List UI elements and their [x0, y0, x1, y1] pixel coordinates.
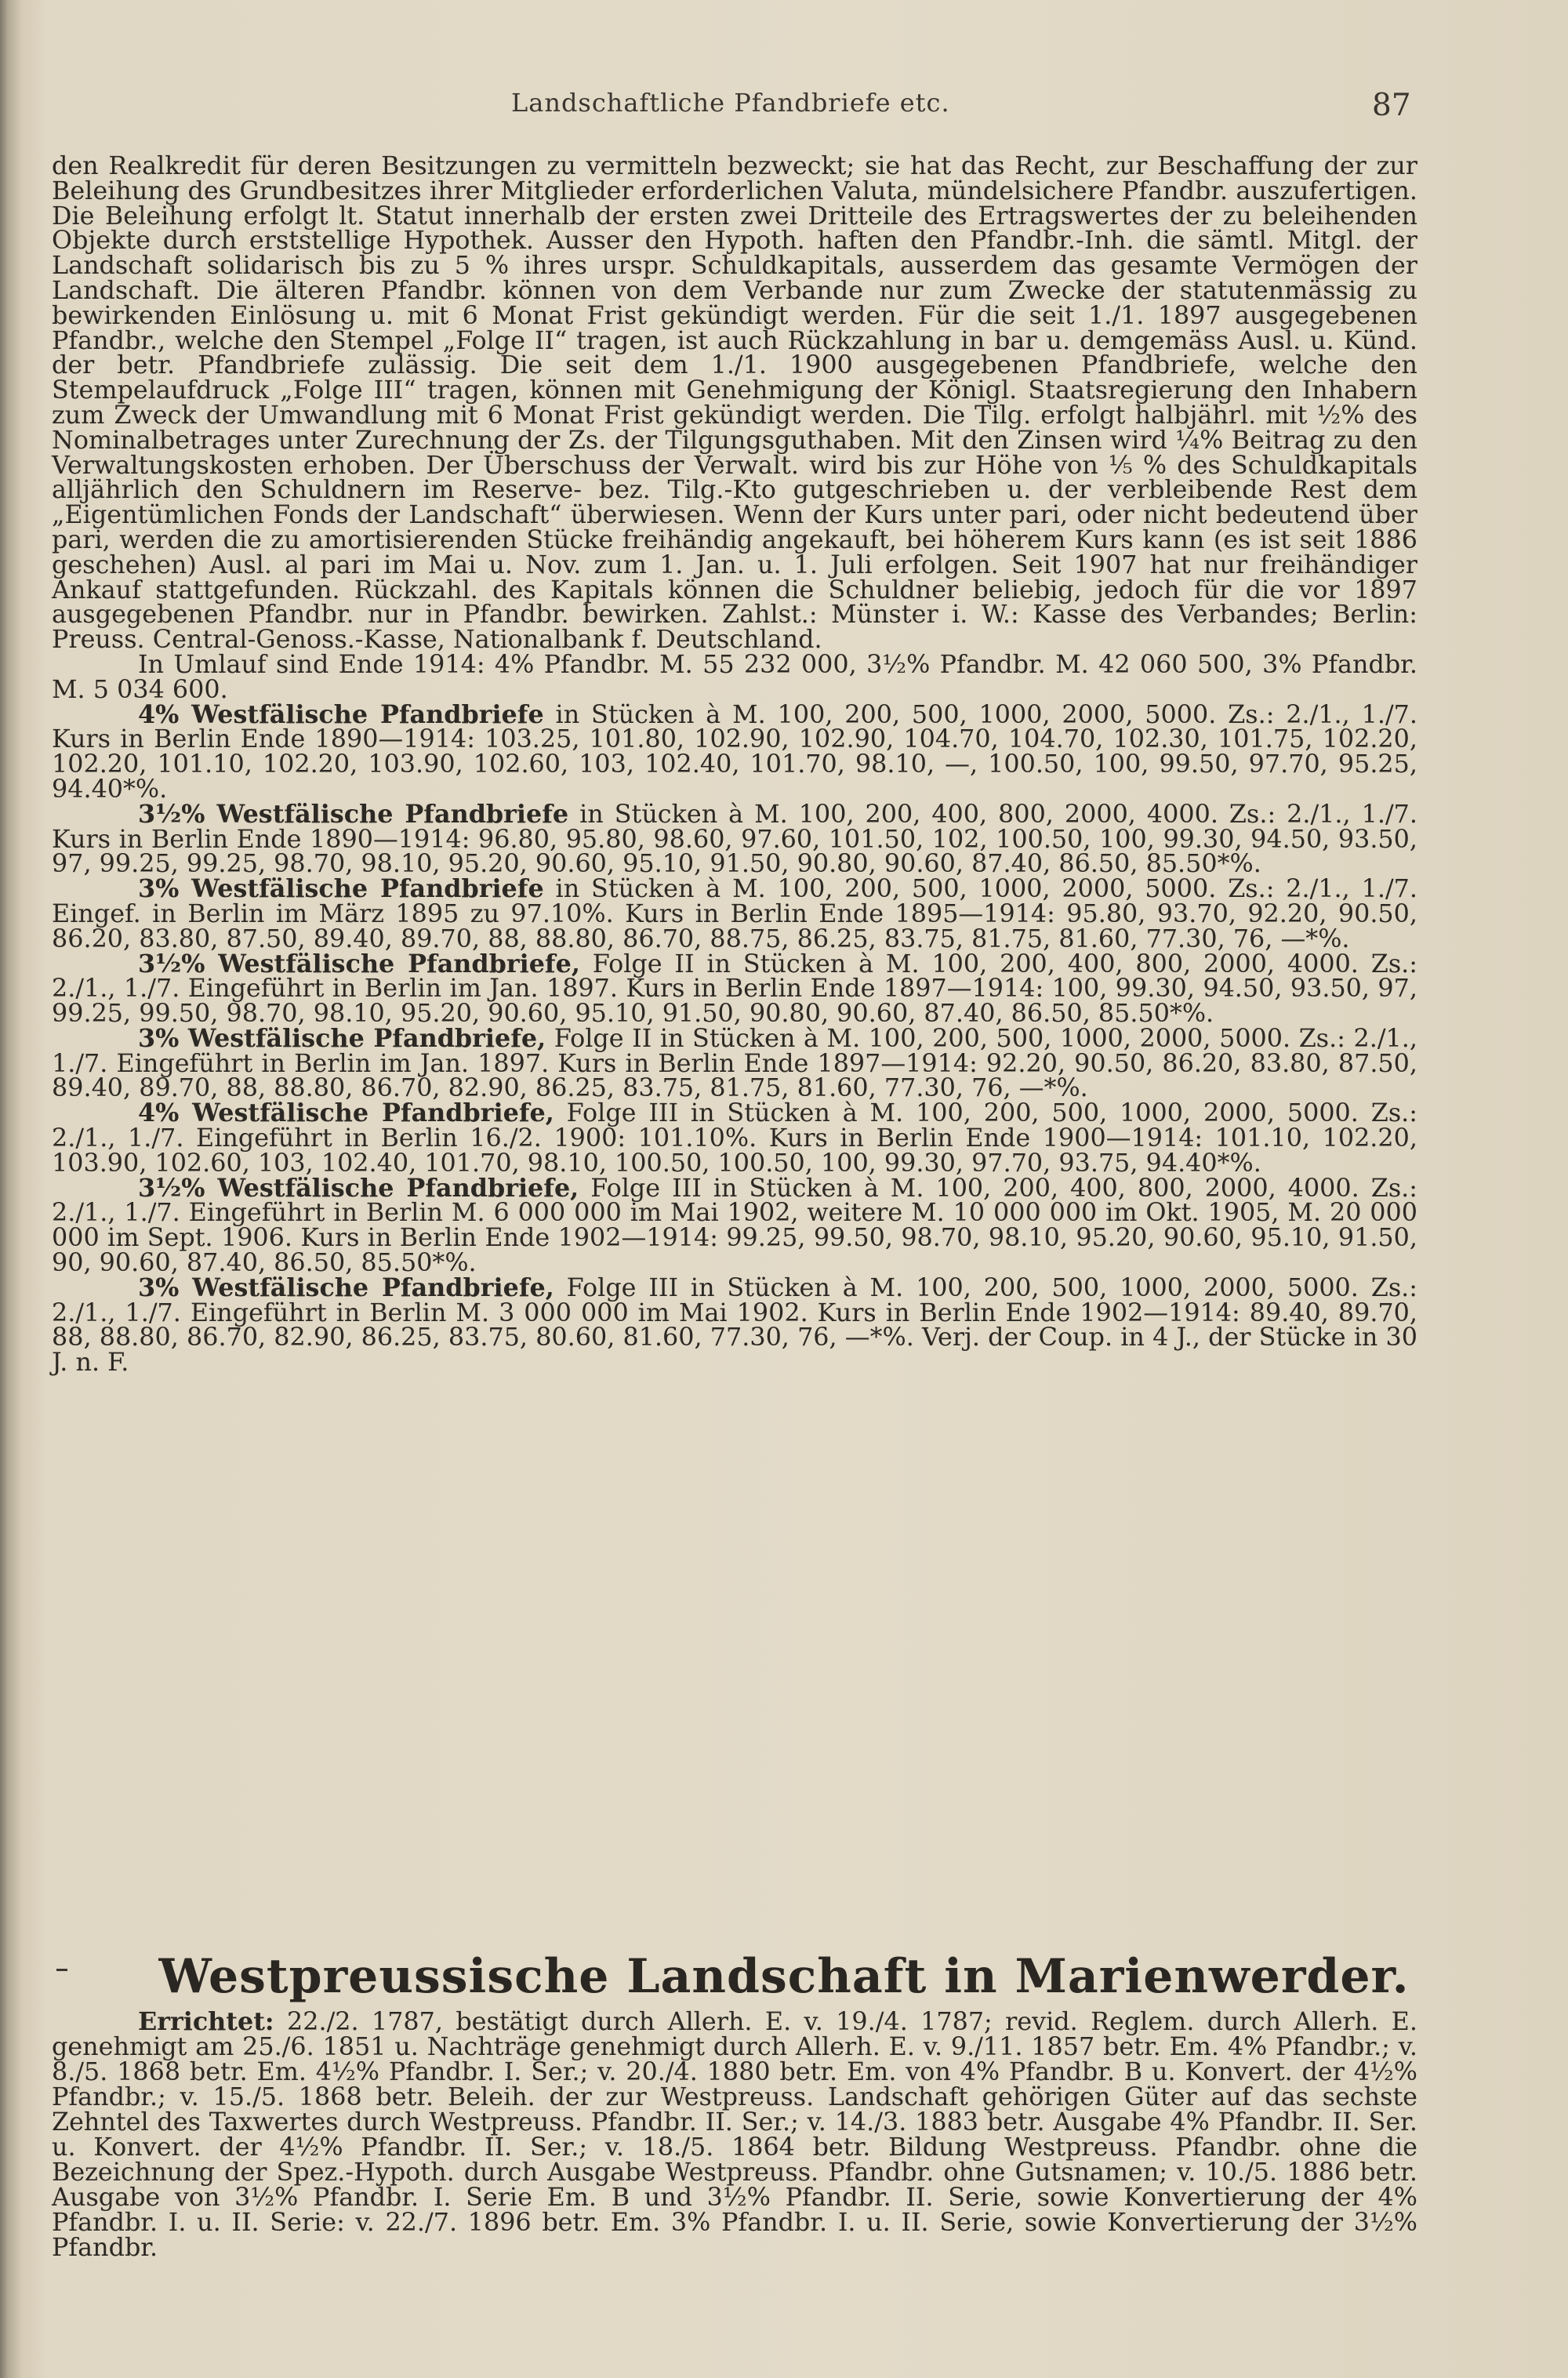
running-header — [0, 88, 1568, 127]
series-entry — [52, 1173, 1417, 1278]
series-title: 3% Westfälische Pfandbriefe, — [138, 1273, 554, 1302]
series-entry — [52, 699, 1417, 804]
series-text: Folge III in Stücken à M. 100, 200, 400, 800, 2000, 4000. Zs.: 2./1., 1./7. Eingeführt in Berlin M. 6 000 000 im Mai 1902, weitere M. 10 000 000 im Okt. 1905, M. 20 000 000 im Sept. 1906. Kurs in Berlin Ende 1902—1914: 99.25, 99.50, 98.70, 98.10, 95.20, 90.60, 95.10, 91.50, 90, 90.60, 87.40, 86.50, 85.50*%. — [52, 1173, 1417, 1278]
series-entry — [52, 1098, 1417, 1178]
series-title: 3% Westfälische Pfandbriefe, — [138, 1023, 546, 1053]
section-paragraph — [52, 2007, 1417, 2262]
series-title: 4% Westfälische Pfandbriefe — [138, 699, 544, 729]
series-text: Folge III in Stücken à M. 100, 200, 500, 1000, 2000, 5000. Zs.: 2./1., 1./7. Eingeführt in Berlin 16./2. 1900: 101.10%. Kurs in Berlin Ende 1900—1914: 101.10, 102.20, 103.90, 102.60, 103, 102.40, 101.70, 98.10, 100.50, 100.50, 100, 99.30, 97.70, 93.75, 94.40*%. — [52, 1098, 1417, 1178]
series-text: Folge II in Stücken à M. 100, 200, 400, 800, 2000, 4000. Zs.: 2./1., 1./7. Eingeführt in Berlin im Jan. 1897. Kurs in Berlin Ende 1897—1914: 100, 99.30, 94.50, 93.50, 97, 99.25, 99.50, 98.70, 98.10, 95.20, 90.60, 95.10, 91.50, 90.80, 90.60, 87.40, 86.50, 85.50*%. — [52, 949, 1417, 1029]
series-title: 4% Westfälische Pfandbriefe, — [138, 1098, 554, 1128]
series-entry — [52, 799, 1418, 879]
section-lead: Errichtet: — [138, 2007, 274, 2036]
series-entry — [52, 1273, 1417, 1378]
umlauf-paragraph: In Umlauf sind Ende 1914: 4% Pfandbr. M. 55 232 000, 3½% Pfandbr. M. 42 060 500, 3% Pfandbr. M. 5 034 600. — [52, 649, 1417, 704]
series-title: 3% Westfälische Pfandbriefe — [138, 874, 544, 904]
series-text: in Stücken à M. 100, 200, 400, 800, 2000, 4000. Zs.: 2./1., 1./7. Kurs in Berlin Ende 1890—1914: 96.80, 95.80, 98.60, 97.60, 101.50, 102, 100.50, 100, 99.30, 94.50, 93.50, 97, 99.25, 99.25, 98.70, 98.10, 95.20, 90.60, 95.10, 91.50, 90.80, 90.60, 87.40, 86.50, 85.50*%. — [52, 799, 1418, 879]
series-entry — [52, 949, 1417, 1029]
series-text: in Stücken à M. 100, 200, 500, 1000, 2000, 5000. Zs.: 2./1., 1./7. Kurs in Berlin Ende 1890—1914: 103.25, 101.80, 102.90, 102.90, 104.70, 104.70, 102.30, 101.75, 102.20, 102.20, 101.10, 102.20, 103.90, 102.60, 103, 102.40, 101.70, 98.10, —, 100.50, 100, 99.50, 97.70, 95.25, 94.40*%. — [52, 699, 1417, 804]
series-entry — [52, 874, 1417, 953]
series-title: 3½% Westfälische Pfandbriefe, — [138, 949, 580, 978]
series-text: Folge III in Stücken à M. 100, 200, 500, 1000, 2000, 5000. Zs.: 2./1., 1./7. Eingeführt in Berlin M. 3 000 000 im Mai 1902. Kurs in Berlin Ende 1902—1914: 89.40, 89.70, 88, 88.80, 86.70, 82.90, 86.25, 83.75, 80.60, 81.60, 77.30, 76, —*%. Verj. der Coup. in 4 J., der Stücke in 30 J. n. F. — [52, 1273, 1417, 1378]
running-title: Landschaftliche Pfandbriefe etc. — [511, 88, 950, 118]
section-text — [52, 2007, 1417, 2262]
main-text — [52, 151, 1418, 1378]
section-paragraph-text: 22./2. 1787, bestätigt durch Allerh. E. v. 19./4. 1787; revid. Reglem. durch Allerh. E. genehmigt am 25./6. 1851 u. Nachträge genehmigt durch Allerh. E. v. 9./11. 1857 betr. Em. 4% Pfandbr.; v. 8./5. 1868 betr. Em. 4½% Pfandbr. I. Ser.; v. 20./4. 1880 betr. Em. von 4% Pfandbr. B u. Konvert. der 4½% Pfandbr.; v. 15./5. 1868 betr. Beleih. der zur Westpreuss. Landschaft gehörigen Güter auf das sechste Zehntel des Taxwertes durch Westpreuss. Pfandbr. II. Ser.; v. 14./3. 1883 betr. Ausgabe 4% Pfandbr. II. Ser. u. Konvert. der 4½% Pfandbr. II. Ser.; v. 18./5. 1864 betr. Bildung Westpreuss. Pfandbr. ohne die Bezeichnung der Spez.-Hypoth. durch Ausgabe Westpreuss. Pfandbr. ohne Gutsnamen; v. 10./5. 1886 betr. Ausgabe von 3½% Pfandbr. I. Serie Em. B und 3½% Pfandbr. II. Serie, sowie Konvertierung der 4% Pfandbr. I. u. II. Serie: v. 22./7. 1896 betr. Em. 3% Pfandbr. I. u. II. Serie, sowie Konvertierung der 3½% Pfandbr. — [52, 2007, 1417, 2262]
intro-paragraph: den Realkredit für deren Besitzungen zu vermitteln bezweckt; sie hat das Recht, zur Beschaffung der zur Beleihung des Grundbesitzes ihrer Mitglieder erforderlichen Valuta, mündelsichere Pfandbr. auszufertigen. Die Beleihung erfolgt lt. Statut innerhalb der ersten zwei Dritteile des Ertragswertes der zu beleihenden Objekte durch erststellige Hypothek. Ausser den Hypoth. haften den Pfandbr.-Inh. die sämtl. Mitgl. der Landschaft solidarisch bis zu 5 % ihres urspr. Schuldkapitals, ausserdem das gesamte Vermögen der Landschaft. Die älteren Pfandbr. können von dem Verbande nur zum Zwecke der statutenmässig zu bewirkenden Einlösung u. mit 6 Monat Frist gekündigt werden. Für die seit 1./1. 1897 ausgegebenen Pfandbr., welche den Stempel „Folge II“ tragen, ist auch Rückzahlung in bar u. demgemäss Ausl. u. Künd. der betr. Pfandbriefe zulässig. Die seit dem 1./1. 1900 ausgegebenen Pfandbriefe, welche den Stempelaufdruck „Folge III“ tragen, können mit Genehmigung der Königl. Staatsregierung den Inhabern zum Zweck der Umwandlung mit 6 Monat Frist gekündigt werden. Die Tilg. erfolgt halbjährl. mit ½% des Nominalbetrages unter Zurechnung der Zs. der Tilgungsguthaben. Mit den Zinsen wird ¼% Beitrag zu den Verwaltungskosten erhoben. Der Überschuss der Verwalt. wird bis zur Höhe von ⅕ % des Schuldkapitals alljährlich den Schuldnern im Reserve- bez. Tilg.-Kto gutgeschrieben u. der verbleibende Rest dem „Eigentümlichen Fonds der Landschaft“ überwiesen. Wenn der Kurs unter pari, oder nicht bedeutend über pari, werden die zu amortisierenden Stücke freihändig angekauft, bei höherem Kurs kann (es ist seit 1886 geschehen) Ausl. al pari im Mai u. Nov. zum 1. Jan. u. 1. Juli erfolgen. Seit 1907 hat nur freihändiger Ankauf stattgefunden. Rückzahl. des Kapitals können die Schuldner beliebig, jedoch für die vor 1897 ausgegebenen Pfandbr. nur in Pfandbr. bewirken. Zahlst.: Münster i. W.: Kasse des Verbandes; Berlin: Preuss. Central-Genoss.-Kasse, Nationalbank f. Deutschland. — [52, 151, 1417, 655]
series-title: 3½% Westfälische Pfandbriefe, — [138, 1173, 579, 1203]
page-number: 87 — [1372, 88, 1411, 123]
section-heading: Westpreussische Landschaft in Marienwerder. — [158, 1949, 1410, 2004]
series-title: 3½% Westfälische Pfandbriefe — [138, 799, 569, 829]
series-text: Folge II in Stücken à M. 100, 200, 500, 1000, 2000, 5000. Zs.: 2./1., 1./7. Eingeführt in Berlin im Jan. 1897. Kurs in Berlin Ende 1897—1914: 92.20, 90.50, 86.20, 83.80, 87.50, 89.40, 89.70, 88, 88.80, 86.70, 82.90, 86.25, 83.75, 81.75, 81.60, 77.30, 76, —*%. — [52, 1023, 1417, 1103]
series-text: in Stücken à M. 100, 200, 500, 1000, 2000, 5000. Zs.: 2./1., 1./7. Eingef. in Berlin im März 1895 zu 97.10%. Kurs in Berlin Ende 1895—1914: 95.80, 93.70, 92.20, 90.50, 86.20, 83.80, 87.50, 89.40, 89.70, 88, 88.80, 86.70, 88.75, 86.25, 83.75, 81.75, 81.60, 77.30, 76, —*%. — [52, 874, 1417, 953]
series-entry — [52, 1023, 1417, 1103]
